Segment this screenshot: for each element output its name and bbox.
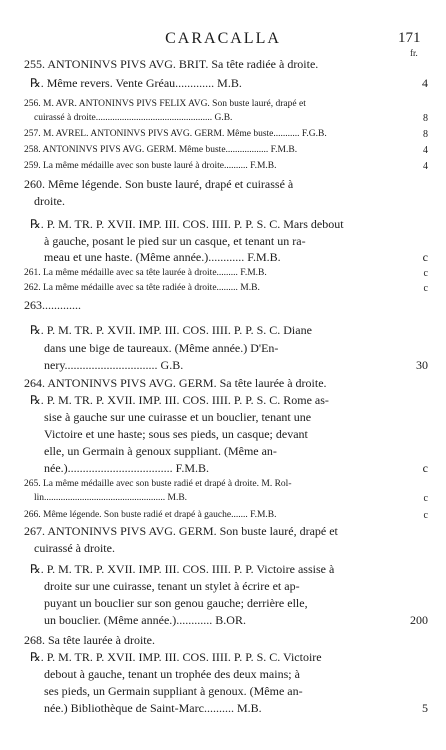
entry-line: 256. M. AVR. ANTONINVS PIVS FELIX AVG. Son buste lauré, drapé et [24, 99, 306, 109]
entry-price: 8 [423, 129, 428, 140]
entry-line: née.) Bibliothèque de Saint-Marc.......... M.B. [44, 701, 262, 715]
entry-line: 255. ANTONINVS PIVS AVG. BRIT. Sa tête radiée à droite. [24, 57, 319, 71]
entry-line: ℞. P. M. TR. P. XVII. IMP. III. COS. IIII. P. P. Victoire assise à [30, 562, 335, 576]
entry-line: cuirassé à droite. [34, 541, 115, 555]
entry-price: 200 [410, 613, 428, 627]
entry-line: 266. Même légende. Son buste radié et drapé à gauche....... F.M.B. [24, 510, 277, 520]
entry-line: un bouclier. (Même année.)............ B.OR. [44, 613, 246, 627]
entry-price: c [422, 250, 428, 264]
entry-price: 4 [422, 76, 428, 90]
entry-line: droite sur une cuirasse, tenant un stylet à écrire et ap- [44, 579, 300, 593]
entry-line: ℞. P. M. TR. P. XVII. IMP. III. COS. IIII. P. P. S. C. Rome as- [30, 393, 329, 407]
entry-line: ℞. P. M. TR. P. XVII. IMP. III. COS. IIII. P. P. S. C. Diane [30, 323, 312, 337]
entry-price: 4 [423, 161, 428, 172]
entry-line: 258. ANTONINVS PIVS AVG. GERM. Même buste.................. F.M.B. [24, 145, 298, 155]
entry-price: 5 [422, 701, 428, 715]
entry-line: 263............. [24, 298, 81, 312]
entry-line: 262. La même médaille avec sa tête radiée à droite......... M.B. [24, 283, 260, 293]
entry-line: sise à gauche sur une cuirasse et un bouclier, tenant une [44, 410, 312, 424]
entry-line: Victoire et une haste; sous ses pieds, un casque; devant [44, 427, 308, 441]
entry-line: droite. [34, 194, 65, 208]
entry-price: 8 [423, 113, 428, 124]
entry-line: dans une bige de taureaux. (Même année.) D'En- [44, 341, 279, 355]
currency-label: fr. [410, 48, 418, 58]
entry-price: c [423, 510, 428, 521]
entry-line: elle, un Germain à genoux suppliant. (Même an- [44, 444, 277, 458]
entry-line: née.)................................... F.M.B. [44, 461, 210, 475]
entry-line: 260. Même légende. Son buste lauré, drapé et cuirassé à [24, 177, 294, 191]
entry-line: debout à gauche, tenant un trophée des deux mains; à [44, 667, 300, 681]
entry-line: lin................................................... M.B. [34, 493, 188, 503]
entry-price: c [423, 283, 428, 294]
entry-price: c [422, 461, 428, 475]
entry-price: c [423, 268, 428, 279]
page-number: 171 [398, 30, 421, 46]
entry-line: ℞. Même revers. Vente Gréau............. M.B. [30, 76, 242, 90]
entry-line: 264. ANTONINVS PIVS AVG. GERM. Sa tête laurée à droite. [24, 376, 327, 390]
entry-line: ℞. P. M. TR. P. XVII. IMP. III. COS. IIII. P. P. S. C. Mars debout [30, 217, 344, 231]
entry-price: 4 [423, 145, 428, 156]
entry-line: 261. La même médaille avec sa tête laurée à droite......... F.M.B. [24, 268, 267, 278]
entry-line: puyant un bouclier sur son genou gauche; derrière elle, [44, 596, 308, 610]
entry-line: 268. Sa tête laurée à droite. [24, 633, 155, 647]
entry-line: à gauche, posant le pied sur un casque, et tenant un ra- [44, 234, 306, 248]
entry-line: cuirassé à droite................................................. G.B. [34, 113, 233, 123]
entry-price: c [423, 493, 428, 504]
entry-line: 267. ANTONINVS PIVS AVG. GERM. Son buste lauré, drapé et [24, 524, 338, 538]
page-title: CARACALLA [165, 30, 281, 47]
entry-line: ses pieds, un Germain suppliant à genoux. (Même an- [44, 684, 303, 698]
entry-line: 265. La même médaille avec son buste radié et drapé à droite. M. Rol- [24, 479, 292, 489]
entry-line: 259. La même médaille avec son buste lauré à droite.......... F.M.B. [24, 161, 277, 171]
entry-price: 30 [416, 358, 428, 372]
entry-line: ℞. P. M. TR. P. XVII. IMP. III. COS. IIII. P. P. S. C. Victoire [30, 650, 322, 664]
entry-line: meau et une haste. (Même année.)............ F.M.B. [44, 250, 281, 264]
entry-line: 257. M. AVREL. ANTONINVS PIVS AVG. GERM. Même buste........... F.G.B. [24, 129, 327, 139]
entry-line: nery............................... G.B. [44, 358, 184, 372]
